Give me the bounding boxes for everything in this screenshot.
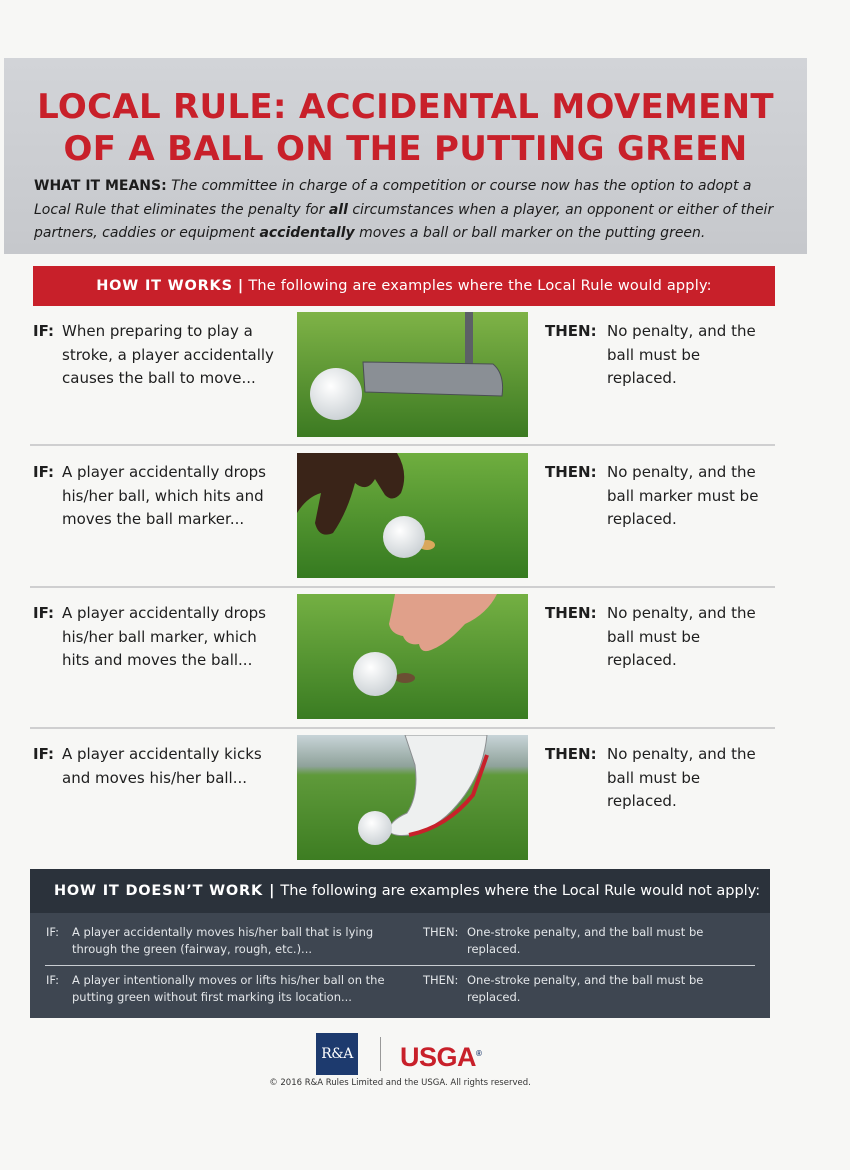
example-row <box>0 320 850 450</box>
example-row <box>0 602 850 732</box>
then-text: No penalty, and the ball must be replaced. <box>607 745 756 810</box>
then-text: No penalty, and the ball marker must be replaced. <box>607 463 759 528</box>
example-row <box>0 743 850 873</box>
what-it-means-emphasis-all: all <box>328 201 348 218</box>
how-it-works-label: HOW IT WORKS <box>96 278 233 294</box>
then-label: THEN: <box>545 463 597 481</box>
exception-if-label: IF: <box>46 925 59 939</box>
how-it-doesnt-work-separator: | <box>269 883 275 899</box>
example-row <box>0 461 850 591</box>
if-label: IF: <box>33 463 55 481</box>
shoe-kicking-ball-photo <box>297 735 528 860</box>
exception-if-label: IF: <box>46 973 59 987</box>
copyright-notice: © 2016 R&A Rules Limited and the USGA. All rights reserved. <box>269 1078 531 1088</box>
then-label: THEN: <box>545 322 597 340</box>
what-it-means-text-2: circumstances when a player, an opponent or either of their partners, caddies or equipment <box>34 201 774 241</box>
exception-divider <box>45 965 755 966</box>
exception-then-label: THEN: <box>423 925 459 939</box>
how-it-doesnt-work-panel <box>30 869 770 1018</box>
randa-logo: R&A <box>316 1033 358 1075</box>
usga-logo <box>400 1037 481 1071</box>
how-it-doesnt-work-text: The following are examples where the Local Rule would not apply: <box>280 883 761 899</box>
how-it-doesnt-work-header <box>30 869 770 913</box>
exception-then-text: One-stroke penalty, and the ball must be replaced. <box>467 973 704 1004</box>
row-divider <box>30 586 775 588</box>
if-label: IF: <box>33 604 55 622</box>
row-divider <box>30 727 775 729</box>
hand-dropping-ball-photo <box>297 453 528 578</box>
if-label: IF: <box>33 322 55 340</box>
if-text: A player accidentally drops his/her ball marker, which hits and moves the ball... <box>62 604 266 669</box>
how-it-works-bar <box>33 266 775 306</box>
page-title <box>4 86 807 170</box>
if-label: IF: <box>33 745 55 763</box>
header-panel <box>4 58 807 254</box>
then-text: No penalty, and the ball must be replaced. <box>607 604 756 669</box>
registered-mark: ® <box>476 1049 482 1058</box>
then-text: No penalty, and the ball must be replaced. <box>607 322 756 387</box>
what-it-means-paragraph <box>34 175 784 246</box>
usga-logo-text: USGA <box>400 1042 477 1072</box>
what-it-means-text-1: The committee in charge of a competition or course now has the option to adopt a Local Rule that eliminates the penalty for <box>34 178 752 218</box>
title-line-1: LOCAL RULE: ACCIDENTAL MOVEMENT <box>37 87 774 127</box>
what-it-means-label: WHAT IT MEANS: <box>34 178 167 194</box>
what-it-means-emphasis-accidentally: accidentally <box>259 225 355 241</box>
how-it-works-text: The following are examples where the Local Rule would apply: <box>248 278 712 294</box>
hand-dropping-marker-photo <box>297 594 528 719</box>
then-label: THEN: <box>545 745 597 763</box>
exception-then-label: THEN: <box>423 973 459 987</box>
what-it-means-text-3: moves a ball or ball marker on the putting green. <box>354 225 706 241</box>
title-line-2: OF A BALL ON THE PUTTING GREEN <box>63 129 748 169</box>
exception-if-text: A player accidentally moves his/her ball that is lying through the green (fairway, rough, etc.)... <box>72 925 374 956</box>
row-divider <box>30 444 775 446</box>
exception-if-text: A player intentionally moves or lifts his/her ball on the putting green without first marking its location... <box>72 973 385 1004</box>
logo-divider <box>380 1037 381 1071</box>
putter-and-ball-photo <box>297 312 528 437</box>
how-it-doesnt-work-label: HOW IT DOESN’T WORK <box>54 883 264 899</box>
then-label: THEN: <box>545 604 597 622</box>
how-it-works-separator: | <box>237 278 244 294</box>
exception-then-text: One-stroke penalty, and the ball must be replaced. <box>467 925 704 956</box>
if-text: A player accidentally kicks and moves his/her ball... <box>62 745 262 787</box>
if-text: A player accidentally drops his/her ball, which hits and moves the ball marker... <box>62 463 266 528</box>
if-text: When preparing to play a stroke, a player accidentally causes the ball to move... <box>62 322 274 387</box>
